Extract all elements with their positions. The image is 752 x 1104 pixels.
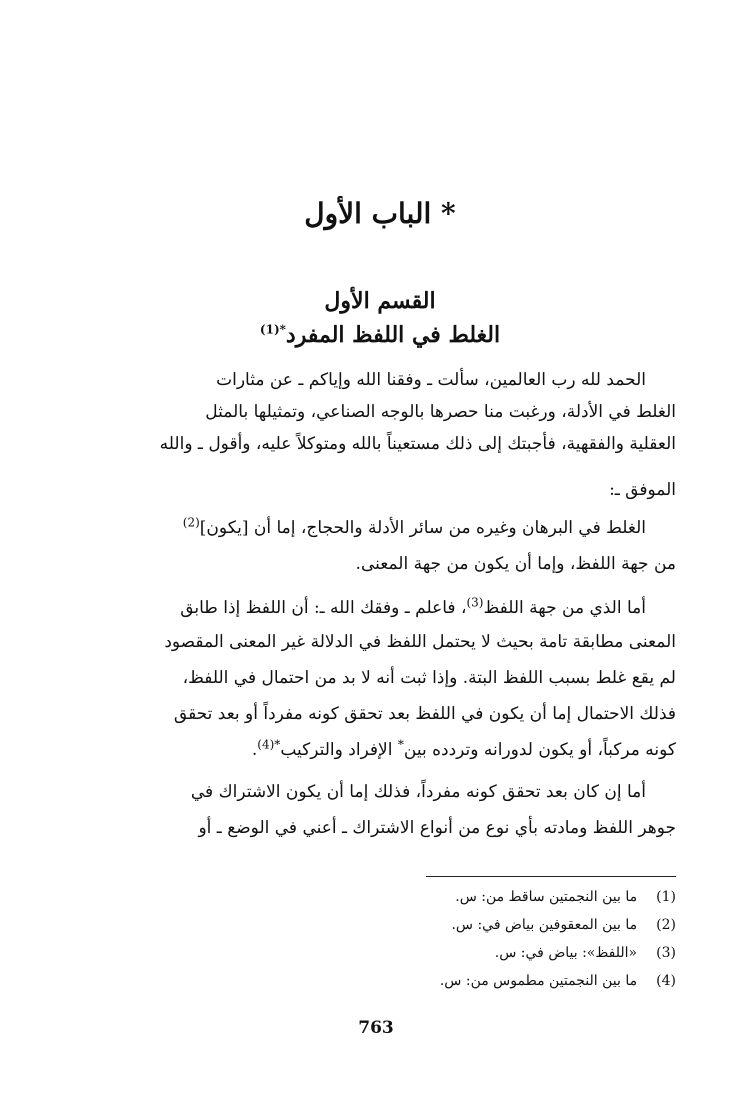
footnote-2 (200, 914, 676, 936)
body-line-13: جوهر اللفظ ومادته بأي نوع من أنواع الاشتراك ـ أعني في الوضع ـ أو (198, 818, 676, 838)
body-line-11-text-a: كونه مركباً، أو يكون لدورانه وتردده بين (403, 740, 676, 760)
footnote-3-text: «اللفظ»: بياض في: س. (494, 945, 638, 961)
footnote-4-number: (4) (656, 973, 676, 989)
body-line-2: الغلط في الأدلة، ورغبت منا حصرها بالوجه الصناعي، وتمثيلها بالمثل (205, 402, 676, 422)
body-line-11 (76, 736, 676, 764)
body-line-4: الموفق ـ: (609, 480, 676, 500)
footnote-3-number: (3) (656, 945, 676, 961)
footnote-1-text: ما بين النجمتين ساقط من: س. (455, 889, 638, 905)
footnote-ref-3: (3) (466, 595, 484, 610)
footnote-ref-2: (2) (182, 515, 200, 530)
body-line-7-text-b: ، فاعلم ـ وفقك الله ـ: أن اللفظ إذا طابق (180, 598, 467, 618)
section-subtitle (60, 318, 700, 352)
body-line-7-text-a: أما الذي من جهة اللفظ (483, 598, 646, 618)
footnote-2-number: (2) (656, 917, 676, 933)
footnote-1-number: (1) (656, 889, 676, 905)
body-line-6: من جهة اللفظ، وإما أن يكون من جهة المعنى. (355, 554, 676, 574)
footnote-3 (200, 942, 676, 964)
page-number: 763 (358, 1018, 394, 1038)
footnote-1 (200, 886, 676, 908)
footnote-2-text: ما بين المعقوفين بياض في: س. (451, 917, 638, 933)
body-line-11-text-b: الإفراد والتركيب (280, 740, 398, 760)
footnote-4 (200, 970, 676, 992)
body-line-11-text-c: . (251, 740, 258, 760)
asterisk-marker: * (397, 737, 404, 752)
body-line-12: أما إن كان بعد تحقق كونه مفرداً، فذلك إما أن يكون الاشتراك في (190, 782, 646, 802)
chapter-title: * الباب الأول (304, 197, 456, 230)
body-line-3: العقلية والفقهية، فأجبتك إلى ذلك مستعيناً بالله ومتوكلاً عليه، وأقول ـ والله (159, 434, 676, 454)
footnote-4-text: ما بين النجمتين مطموس من: س. (439, 973, 638, 989)
body-line-5 (76, 514, 676, 542)
body-line-10: فذلك الاحتمال إما أن يكون في اللفظ بعد تحقق كونه مفرداً أو بعد تحقق (173, 704, 676, 724)
footnote-divider (426, 876, 676, 877)
body-line-8: المعنى مطابقة تامة بحيث لا يحتمل اللفظ في الدلالة غير المعنى المقصود (164, 632, 676, 652)
body-line-9: لم يقع غلط بسبب اللفظ البتة. وإذا ثبت أنه لا بد من احتمال في اللفظ، (182, 668, 676, 688)
body-line-7 (76, 594, 676, 622)
section-title: القسم الأول (324, 288, 436, 314)
body-line-1: الحمد لله رب العالمين، سألت ـ وفقنا الله وإياكم ـ عن مثارات (216, 370, 646, 390)
footnote-ref-4: *(4) (257, 737, 281, 752)
footnote-ref-1: *(1) (259, 322, 286, 337)
body-line-5-text: الغلط في البرهان وغيره من سائر الأدلة والحجاج، إما أن [يكون] (199, 518, 646, 538)
section-subtitle-text: الغلط في اللفظ المفرد (285, 322, 501, 348)
